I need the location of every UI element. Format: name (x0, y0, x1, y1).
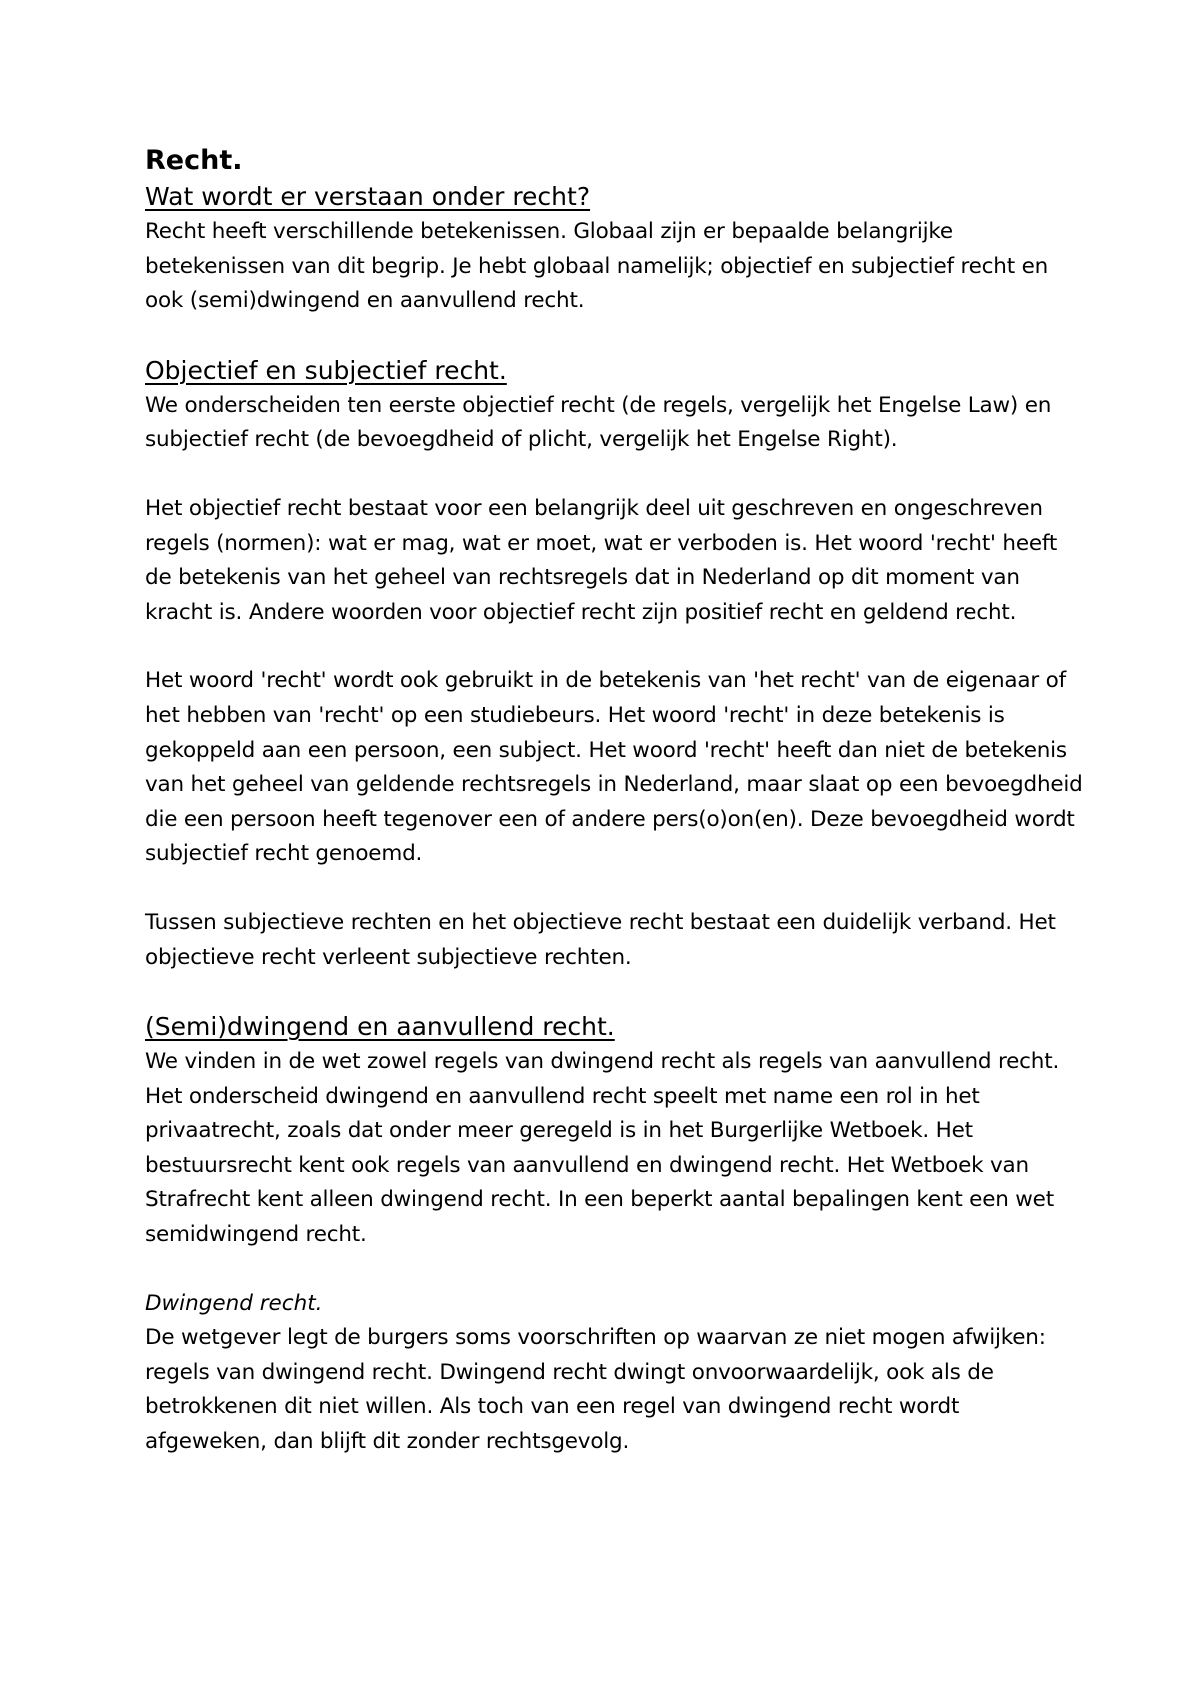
paragraph: Recht heeft verschillende betekenissen. Globaal zijn er bepaalde belangrijke betekenissen van dit begrip. Je hebt globaal namelijk; objectief en subjectief recht en ook (semi)dwingend en aanvullend recht. (145, 219, 1049, 314)
spacer (145, 1253, 1085, 1287)
section-heading-objectief-subjectief: Objectief en subjectief recht. (145, 355, 507, 385)
spacer (145, 975, 1085, 1009)
paragraph: Tussen subjectieve rechten en het objectieve recht bestaat een duidelijk verband. Het objectieve recht verleent subjectieve rechten. (145, 909, 1056, 970)
spacer (145, 458, 1085, 492)
document-title: Recht. (145, 145, 243, 176)
paragraph: We onderscheiden ten eerste objectief recht (de regels, vergelijk het Engelse Law) en subjectief recht (de bevoegdheid of plicht, vergelijk het Engelse Right). (145, 392, 1052, 453)
section-heading-wat-is-recht: Wat wordt er verstaan onder recht? (145, 182, 591, 211)
spacer (145, 630, 1085, 664)
document-page (145, 143, 1085, 1460)
paragraph: De wetgever legt de burgers soms voorschriften op waarvan ze niet mogen afwijken: regels van dwingend recht. Dwingend recht dwingt onvoorwaardelijk, ook als de betrokkenen dit niet willen. Als toch van een regel van dwingend recht wordt afgeweken, dan blijft dit zonder rechtsgevolg. (145, 1325, 1046, 1455)
section-heading-semidwingend-aanvullend: (Semi)dwingend en aanvullend recht. (145, 1012, 615, 1042)
paragraph: Het woord 'recht' wordt ook gebruikt in de betekenis van 'het recht' van de eigenaar of het hebben van 'recht' op een studiebeurs. Het woord 'recht' in deze betekenis is gekoppeld aan een persoon, een subject. Het woord 'recht' heeft dan niet de betekenis van het geheel van geldende rechtsregels in Nederland, maar slaat op een bevoegdheid die een persoon heeft tegenover een of andere pers(o)on(en). Deze bevoegdheid wordt subjectief recht genoemd. (145, 668, 1083, 867)
spacer (145, 319, 1085, 353)
subsection-heading-dwingend-recht: Dwingend recht. (145, 1290, 323, 1316)
paragraph: We vinden in de wet zowel regels van dwingend recht als regels van aanvullend recht. Het onderscheid dwingend en aanvullend recht speelt met name een rol in het privaatrecht, zoals dat onder meer geregeld is in het Burgerlijke Wetboek. Het bestuursrecht kent ook regels van aanvullend en dwingend recht. Het Wetboek van Strafrecht kent alleen dwingend recht. In een beperkt aantal bepalingen kent een wet semidwingend recht. (145, 1049, 1060, 1248)
paragraph: Het objectief recht bestaat voor een belangrijk deel uit geschreven en ongeschreven regels (normen): wat er mag, wat er moet, wat er verboden is. Het woord 'recht' heeft de betekenis van het geheel van rechtsregels dat in Nederland op dit moment van kracht is. Andere woorden voor objectief recht zijn positief recht en geldend recht. (145, 495, 1058, 625)
spacer (145, 872, 1085, 906)
